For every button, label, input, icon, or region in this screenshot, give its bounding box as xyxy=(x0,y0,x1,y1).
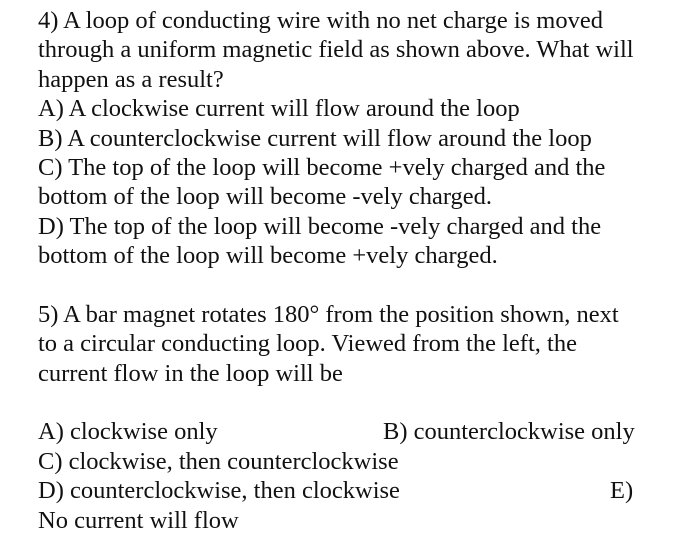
q5-option-c: C) clockwise, then counterclockwise xyxy=(38,447,399,475)
q5-option-e-text: No current will flow xyxy=(38,506,239,534)
q5-options-row-3 xyxy=(38,476,678,505)
q4-stem-line-2: through a uniform magnetic field as shown above. What will xyxy=(38,36,634,64)
q4-stem-line-3: happen as a result? xyxy=(38,65,224,93)
q4-stem-line-1: 4) A loop of conducting wire with no net charge is moved xyxy=(38,7,603,34)
q4-option-c-line-2: bottom of the loop will become -vely charged. xyxy=(38,183,493,211)
question-5 xyxy=(38,300,678,535)
q5-stem-line-3: current flow in the loop will be xyxy=(38,359,343,387)
q5-stem-line-1: 5) A bar magnet rotates 180° from the position shown, next xyxy=(38,300,619,328)
q5-options-row-1 xyxy=(38,417,678,446)
question-spacer xyxy=(38,271,678,300)
q5-option-a: A) clockwise only xyxy=(38,418,218,446)
q5-option-b: B) counterclockwise only xyxy=(383,418,635,446)
q5-option-e-label: E) xyxy=(610,477,634,505)
q4-option-d-line-2: bottom of the loop will become +vely charged. xyxy=(38,242,498,270)
q5-options-spacer xyxy=(38,388,678,417)
q4-option-a: A) A clockwise current will flow around the loop xyxy=(38,95,520,123)
document-page xyxy=(38,6,678,535)
question-4 xyxy=(38,6,678,271)
q4-option-c-line-1: C) The top of the loop will become +vely charged and the xyxy=(38,153,606,181)
q5-option-d: D) counterclockwise, then clockwise xyxy=(38,477,400,505)
q4-option-b: B) A counterclockwise current will flow around the loop xyxy=(38,124,592,152)
q4-option-d-line-1: D) The top of the loop will become -vely charged and the xyxy=(38,212,602,240)
q5-stem-line-2: to a circular conducting loop. Viewed from the left, the xyxy=(38,330,577,358)
